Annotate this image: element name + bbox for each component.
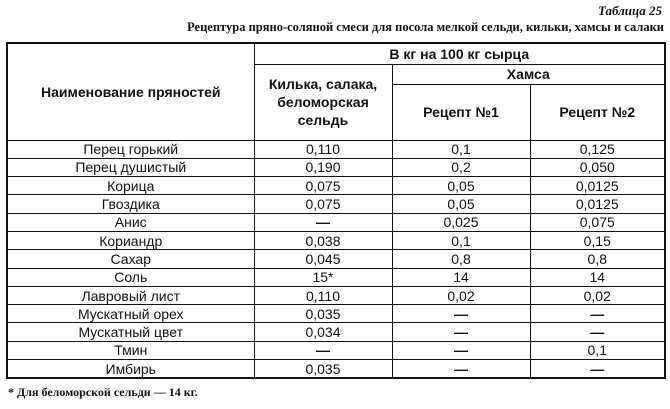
table-row bbox=[7, 286, 665, 304]
table-row bbox=[7, 195, 665, 213]
header-name-column: Наименование пряностей bbox=[7, 43, 254, 140]
table-row bbox=[7, 341, 665, 359]
value-col1-cell: 0,075 bbox=[254, 195, 392, 213]
value-recipe1-cell: 14 bbox=[392, 268, 530, 286]
spice-name-cell: Гвоздика bbox=[7, 195, 254, 213]
value-col1-cell: 15* bbox=[254, 268, 392, 286]
value-col1-cell: 0,110 bbox=[254, 140, 392, 158]
spice-name-cell: Перец горький bbox=[7, 140, 254, 158]
header-group: В кг на 100 кг сырца bbox=[254, 43, 665, 64]
table-row bbox=[7, 323, 665, 341]
value-recipe2-cell: 0,050 bbox=[530, 158, 665, 176]
value-recipe2-cell: 0,1 bbox=[530, 341, 665, 359]
spice-name-cell: Сахар bbox=[7, 250, 254, 268]
header-recipe2: Рецепт №2 bbox=[530, 84, 665, 140]
value-recipe2-cell: — bbox=[530, 360, 665, 379]
table-body bbox=[7, 140, 665, 378]
value-recipe2-cell: 0,0125 bbox=[530, 177, 665, 195]
value-recipe1-cell: — bbox=[392, 341, 530, 359]
value-recipe1-cell: 0,1 bbox=[392, 231, 530, 249]
table-row bbox=[7, 140, 665, 158]
value-col1-cell: 0,035 bbox=[254, 305, 392, 323]
value-recipe2-cell: 0,8 bbox=[530, 250, 665, 268]
value-recipe2-cell: 0,075 bbox=[530, 213, 665, 231]
value-recipe1-cell: 0,05 bbox=[392, 177, 530, 195]
value-recipe1-cell: 0,8 bbox=[392, 250, 530, 268]
value-recipe1-cell: — bbox=[392, 305, 530, 323]
value-col1-cell: 0,035 bbox=[254, 360, 392, 379]
value-recipe2-cell: 0,15 bbox=[530, 231, 665, 249]
header-recipe1: Рецепт №1 bbox=[392, 84, 530, 140]
value-recipe1-cell: — bbox=[392, 360, 530, 379]
value-col1-cell: 0,075 bbox=[254, 177, 392, 195]
table-number: Таблица 25 bbox=[597, 3, 662, 18]
value-col1-cell: 0,045 bbox=[254, 250, 392, 268]
value-col1-cell: 0,034 bbox=[254, 323, 392, 341]
value-recipe2-cell: 14 bbox=[530, 268, 665, 286]
spice-name-cell: Соль bbox=[7, 268, 254, 286]
value-recipe1-cell: 0,1 bbox=[392, 140, 530, 158]
table-row bbox=[7, 177, 665, 195]
value-recipe1-cell: 0,025 bbox=[392, 213, 530, 231]
value-recipe1-cell: — bbox=[392, 323, 530, 341]
header-col1: Килька, салака, беломорская сельдь bbox=[254, 64, 392, 140]
value-col1-cell: — bbox=[254, 341, 392, 359]
value-col1-cell: — bbox=[254, 213, 392, 231]
spice-name-cell: Мускатный орех bbox=[7, 305, 254, 323]
value-col1-cell: 0,038 bbox=[254, 231, 392, 249]
value-recipe2-cell: 0,125 bbox=[530, 140, 665, 158]
spice-name-cell: Тмин bbox=[7, 341, 254, 359]
spice-name-cell: Анис bbox=[7, 213, 254, 231]
value-recipe2-cell: 0,0125 bbox=[530, 195, 665, 213]
table-row bbox=[7, 305, 665, 323]
table-caption: Рецептура пряно-соляной смеси для посола мелкой сельди, кильки, хамсы и салаки bbox=[187, 20, 664, 34]
table-row bbox=[7, 250, 665, 268]
spice-name-cell: Имбирь bbox=[7, 360, 254, 379]
value-recipe2-cell: — bbox=[530, 323, 665, 341]
spice-name-cell: Перец душистый bbox=[7, 158, 254, 176]
value-recipe1-cell: 0,05 bbox=[392, 195, 530, 213]
value-recipe2-cell: — bbox=[530, 305, 665, 323]
table-row bbox=[7, 360, 665, 379]
table-row bbox=[7, 213, 665, 231]
header-hamsa: Хамса bbox=[392, 64, 665, 84]
value-col1-cell: 0,110 bbox=[254, 286, 392, 304]
table-row bbox=[7, 268, 665, 286]
spice-name-cell: Лавровый лист bbox=[7, 286, 254, 304]
value-recipe2-cell: 0,02 bbox=[530, 286, 665, 304]
spice-name-cell: Корица bbox=[7, 177, 254, 195]
table-row bbox=[7, 158, 665, 176]
spice-name-cell: Мускатный цвет bbox=[7, 323, 254, 341]
table-row bbox=[7, 231, 665, 249]
spice-mix-table bbox=[6, 42, 666, 379]
spice-name-cell: Кориандр bbox=[7, 231, 254, 249]
value-col1-cell: 0,190 bbox=[254, 158, 392, 176]
value-recipe1-cell: 0,2 bbox=[392, 158, 530, 176]
footnote: * Для беломорской сельди — 14 кг. bbox=[8, 385, 198, 399]
value-recipe1-cell: 0,02 bbox=[392, 286, 530, 304]
